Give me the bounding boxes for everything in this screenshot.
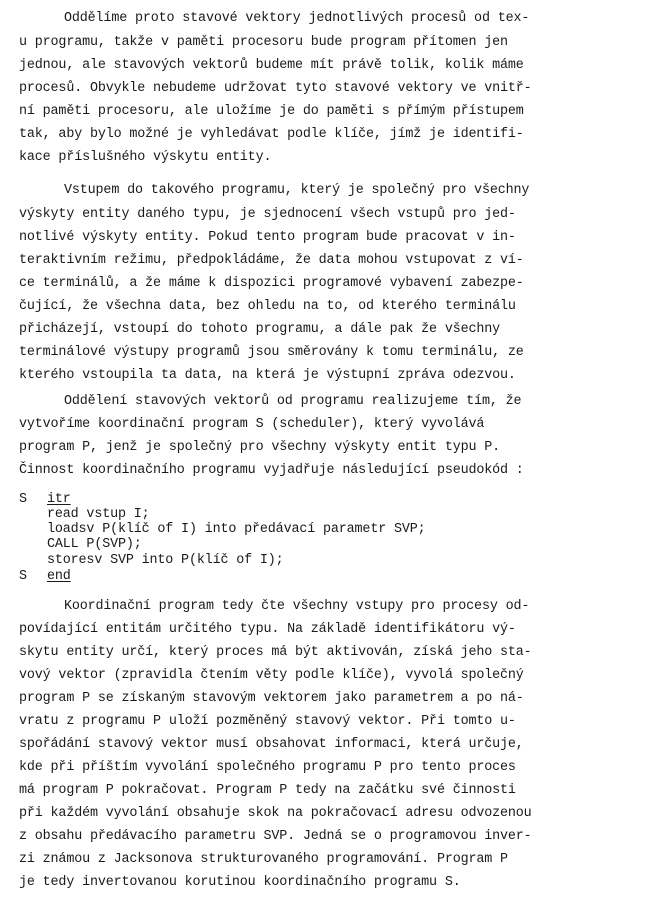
paragraph-line: kde při příštím vyvolání společného programu P pro tento proces <box>19 760 516 775</box>
pseudocode-line: CALL P(SVP); <box>47 537 142 552</box>
paragraph-line: Koordinační program tedy čte všechny vstupy pro procesy od- <box>64 599 530 614</box>
paragraph-line: Činnost koordinačního programu vyjadřuje následující pseudokód : <box>19 463 524 478</box>
paragraph-line: ce terminálů, a že máme k dispozici programové vybavení zabezpe- <box>19 276 524 291</box>
paragraph-line: z obsahu předávacího parametru SVP. Jedná se o programovou inver- <box>19 829 532 844</box>
paragraph-line: zi známou z Jacksonova strukturovaného programování. Program P <box>19 852 508 867</box>
paragraph-line: při každém vyvolání obsahuje skok na pokračovací adresu odvozenou <box>19 806 532 821</box>
paragraph-line: Oddělíme proto stavové vektory jednotlivých procesů od tex- <box>64 11 530 26</box>
paragraph-line: program P se získaným stavovým vektorem jako parametrem a po ná- <box>19 691 524 706</box>
paragraph-line: výskyty entity daného typu, je sjednocení všech vstupů pro jed- <box>19 207 516 222</box>
pseudocode-line: read vstup I; <box>47 507 150 522</box>
paragraph-line: je tedy invertovanou korutinou koordinačního programu S. <box>19 875 461 890</box>
pseudocode-start-keyword: itr <box>47 492 71 507</box>
paragraph-line: má program P pokračovat. Program P tedy na začátku své činnosti <box>19 783 516 798</box>
paragraph-line: vový vektor (zpravidla čtením věty podle klíče), vyvolá společný <box>19 668 524 683</box>
paragraph-line: notlivé výskyty entity. Pokud tento program bude pracovat v in- <box>19 230 516 245</box>
paragraph-line: Vstupem do takového programu, který je společný pro všechny <box>64 183 530 198</box>
paragraph-line: vytvoříme koordinační program S (scheduler), který vyvolává <box>19 417 485 432</box>
paragraph-line: Oddělení stavových vektorů od programu realizujeme tím, že <box>64 394 522 409</box>
paragraph-line: kterého vstoupila ta data, na která je výstupní zpráva odezvou. <box>19 368 516 383</box>
paragraph-line: ní paměti procesoru, ale uložíme je do paměti s přímým přístupem <box>19 104 524 119</box>
paragraph-line: povídající entitám určitého typu. Na základě identifikátoru vý- <box>19 622 516 637</box>
paragraph-line: skytu entity určí, který proces má být aktivován, získá jeho sta- <box>19 645 532 660</box>
paragraph-line: teraktivním režimu, předpokládáme, že data mohou vstupovat z ví- <box>19 253 524 268</box>
pseudocode-end-keyword: end <box>47 569 71 584</box>
paragraph-line: procesů. Obvykle nebudeme udržovat tyto stavové vektory ve vnitř- <box>19 81 532 96</box>
paragraph-line: u programu, takže v paměti procesoru bude program přítomen jen <box>19 35 508 50</box>
paragraph-line: tak, aby bylo možné je vyhledávat podle klíče, jímž je identifi- <box>19 127 524 142</box>
pseudocode-line: loadsv P(klíč of I) into předávací parametr SVP; <box>47 522 426 537</box>
paragraph-line: kace příslušného výskytu entity. <box>19 150 272 165</box>
paragraph-line: program P, jenž je společný pro všechny výskyty entit typu P. <box>19 440 501 455</box>
pseudocode-start-label: S <box>19 492 27 507</box>
pseudocode-end-label: S <box>19 569 27 584</box>
paragraph-line: vratu z programu P uloží pozměněný stavový vektor. Při tomto u- <box>19 714 516 729</box>
paragraph-line: čující, že všechna data, bez ohledu na to, od kterého terminálu <box>19 299 516 314</box>
paragraph-line: přicházejí, vstoupí do tohoto programu, a dále pak že všechny <box>19 322 501 337</box>
paragraph-line: terminálové výstupy programů jsou směrovány k tomu terminálu, ze <box>19 345 524 360</box>
paragraph-line: jednou, ale stavových vektorů budeme mít právě tolik, kolik máme <box>19 58 524 73</box>
paragraph-line: spořádání stavový vektor musí obsahovat informaci, která určuje, <box>19 737 524 752</box>
pseudocode-line: storesv SVP into P(klíč of I); <box>47 553 284 568</box>
